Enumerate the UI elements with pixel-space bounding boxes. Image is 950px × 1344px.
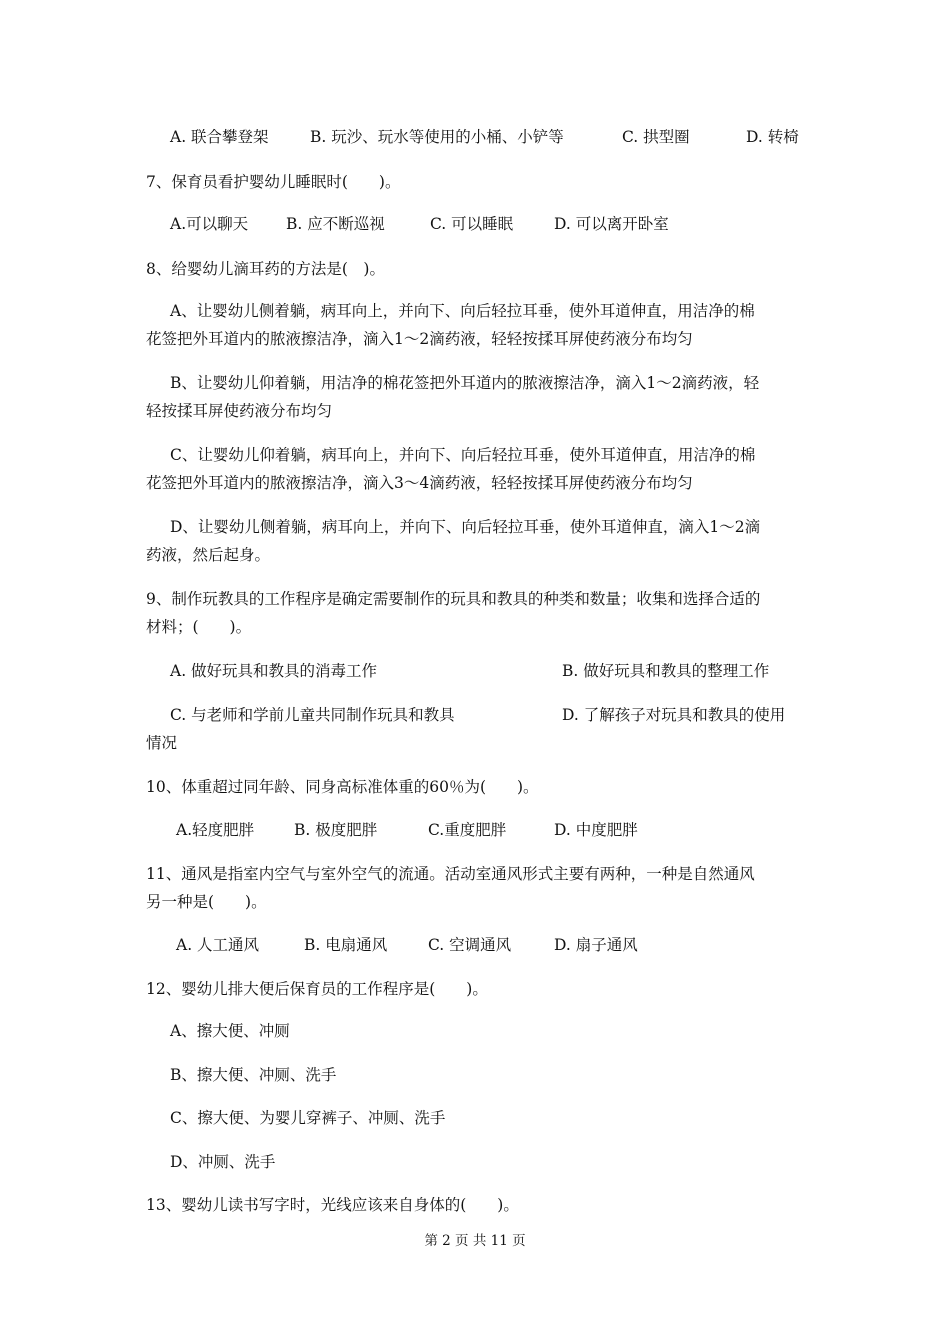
q8-option-c-line2: 花签把外耳道内的脓液擦洁净，滴入3～4滴药液，轻轻按揉耳屏使药液分布均匀 bbox=[146, 474, 693, 492]
q7-option-c: C. 可以睡眠 bbox=[430, 215, 514, 233]
q10-option-b: B. 极度肥胖 bbox=[294, 821, 378, 839]
q8-option-b-line1: B、让婴幼儿仰着躺，用洁净的棉花签把外耳道内的脓液擦洁净，滴入1～2滴药液，轻 bbox=[170, 374, 760, 392]
q8-option-d-line1: D、让婴幼儿侧着躺，病耳向上，并向下、向后轻拉耳垂，使外耳道伸直，滴入1～2滴 bbox=[170, 518, 761, 536]
q6-option-a: A. 联合攀登架 bbox=[170, 128, 269, 146]
q10-option-a: A.轻度肥胖 bbox=[176, 821, 255, 839]
q11-option-a: A. 人工通风 bbox=[176, 936, 260, 954]
q7-option-d: D. 可以离开卧室 bbox=[554, 215, 669, 233]
q6-option-c: C. 拱型圈 bbox=[622, 128, 690, 146]
q7-option-a: A.可以聊天 bbox=[170, 215, 249, 233]
q13-stem: 13、婴幼儿读书写字时，光线应该来自身体的( )。 bbox=[146, 1196, 519, 1214]
q8-option-a-line1: A、让婴幼儿侧着躺，病耳向上，并向下、向后轻拉耳垂，使外耳道伸直，用洁净的棉 bbox=[170, 302, 755, 320]
q9-option-b: B. 做好玩具和教具的整理工作 bbox=[562, 662, 770, 680]
q12-option-d: D、冲厕、洗手 bbox=[170, 1153, 276, 1171]
q12-option-a: A、擦大便、冲厕 bbox=[170, 1022, 290, 1040]
q7-stem: 7、保育员看护婴幼儿睡眠时( )。 bbox=[146, 173, 401, 191]
q8-stem: 8、给婴幼儿滴耳药的方法是( )。 bbox=[146, 260, 385, 278]
q12-option-c: C、擦大便、为婴儿穿裤子、冲厕、洗手 bbox=[170, 1109, 446, 1127]
q9-stem-line1: 9、制作玩教具的工作程序是确定需要制作的玩具和教具的种类和数量；收集和选择合适的 bbox=[146, 590, 761, 608]
q10-option-c: C.重度肥胖 bbox=[428, 821, 507, 839]
q12-stem: 12、婴幼儿排大便后保育员的工作程序是( )。 bbox=[146, 980, 488, 998]
q11-stem-line2: 另一种是( )。 bbox=[146, 893, 267, 911]
q6-option-b: B. 玩沙、玩水等使用的小桶、小铲等 bbox=[310, 128, 564, 146]
q9-stem-line2: 材料；( )。 bbox=[146, 618, 252, 636]
q11-option-c: C. 空调通风 bbox=[428, 936, 512, 954]
page-footer: 第 2 页 共 11 页 bbox=[424, 1233, 526, 1249]
q7-option-b: B. 应不断巡视 bbox=[286, 215, 385, 233]
q9-option-d-cont: 情况 bbox=[146, 734, 178, 752]
q8-option-a-line2: 花签把外耳道内的脓液擦洁净，滴入1～2滴药液，轻轻按揉耳屏使药液分布均匀 bbox=[146, 330, 693, 348]
q9-option-a: A. 做好玩具和教具的消毒工作 bbox=[170, 662, 378, 680]
q12-option-b: B、擦大便、冲厕、洗手 bbox=[170, 1066, 337, 1084]
q11-option-d: D. 扇子通风 bbox=[554, 936, 638, 954]
q6-option-d: D. 转椅 bbox=[746, 128, 799, 146]
q10-stem: 10、体重超过同年龄、同身高标准体重的60％为( )。 bbox=[146, 778, 539, 796]
q11-option-b: B. 电扇通风 bbox=[304, 936, 388, 954]
q8-option-c-line1: C、让婴幼儿仰着躺，病耳向上，并向下、向后轻拉耳垂，使外耳道伸直，用洁净的棉 bbox=[170, 446, 756, 464]
q11-stem-line1: 11、通风是指室内空气与室外空气的流通。活动室通风形式主要有两种，一种是自然通风 bbox=[146, 865, 755, 883]
q9-option-d: D. 了解孩子对玩具和教具的使用 bbox=[562, 706, 786, 724]
q10-option-d: D. 中度肥胖 bbox=[554, 821, 638, 839]
q9-option-c: C. 与老师和学前儿童共同制作玩具和教具 bbox=[170, 706, 455, 724]
q8-option-b-line2: 轻按揉耳屏使药液分布均匀 bbox=[146, 402, 333, 420]
q8-option-d-line2: 药液，然后起身。 bbox=[146, 546, 271, 564]
